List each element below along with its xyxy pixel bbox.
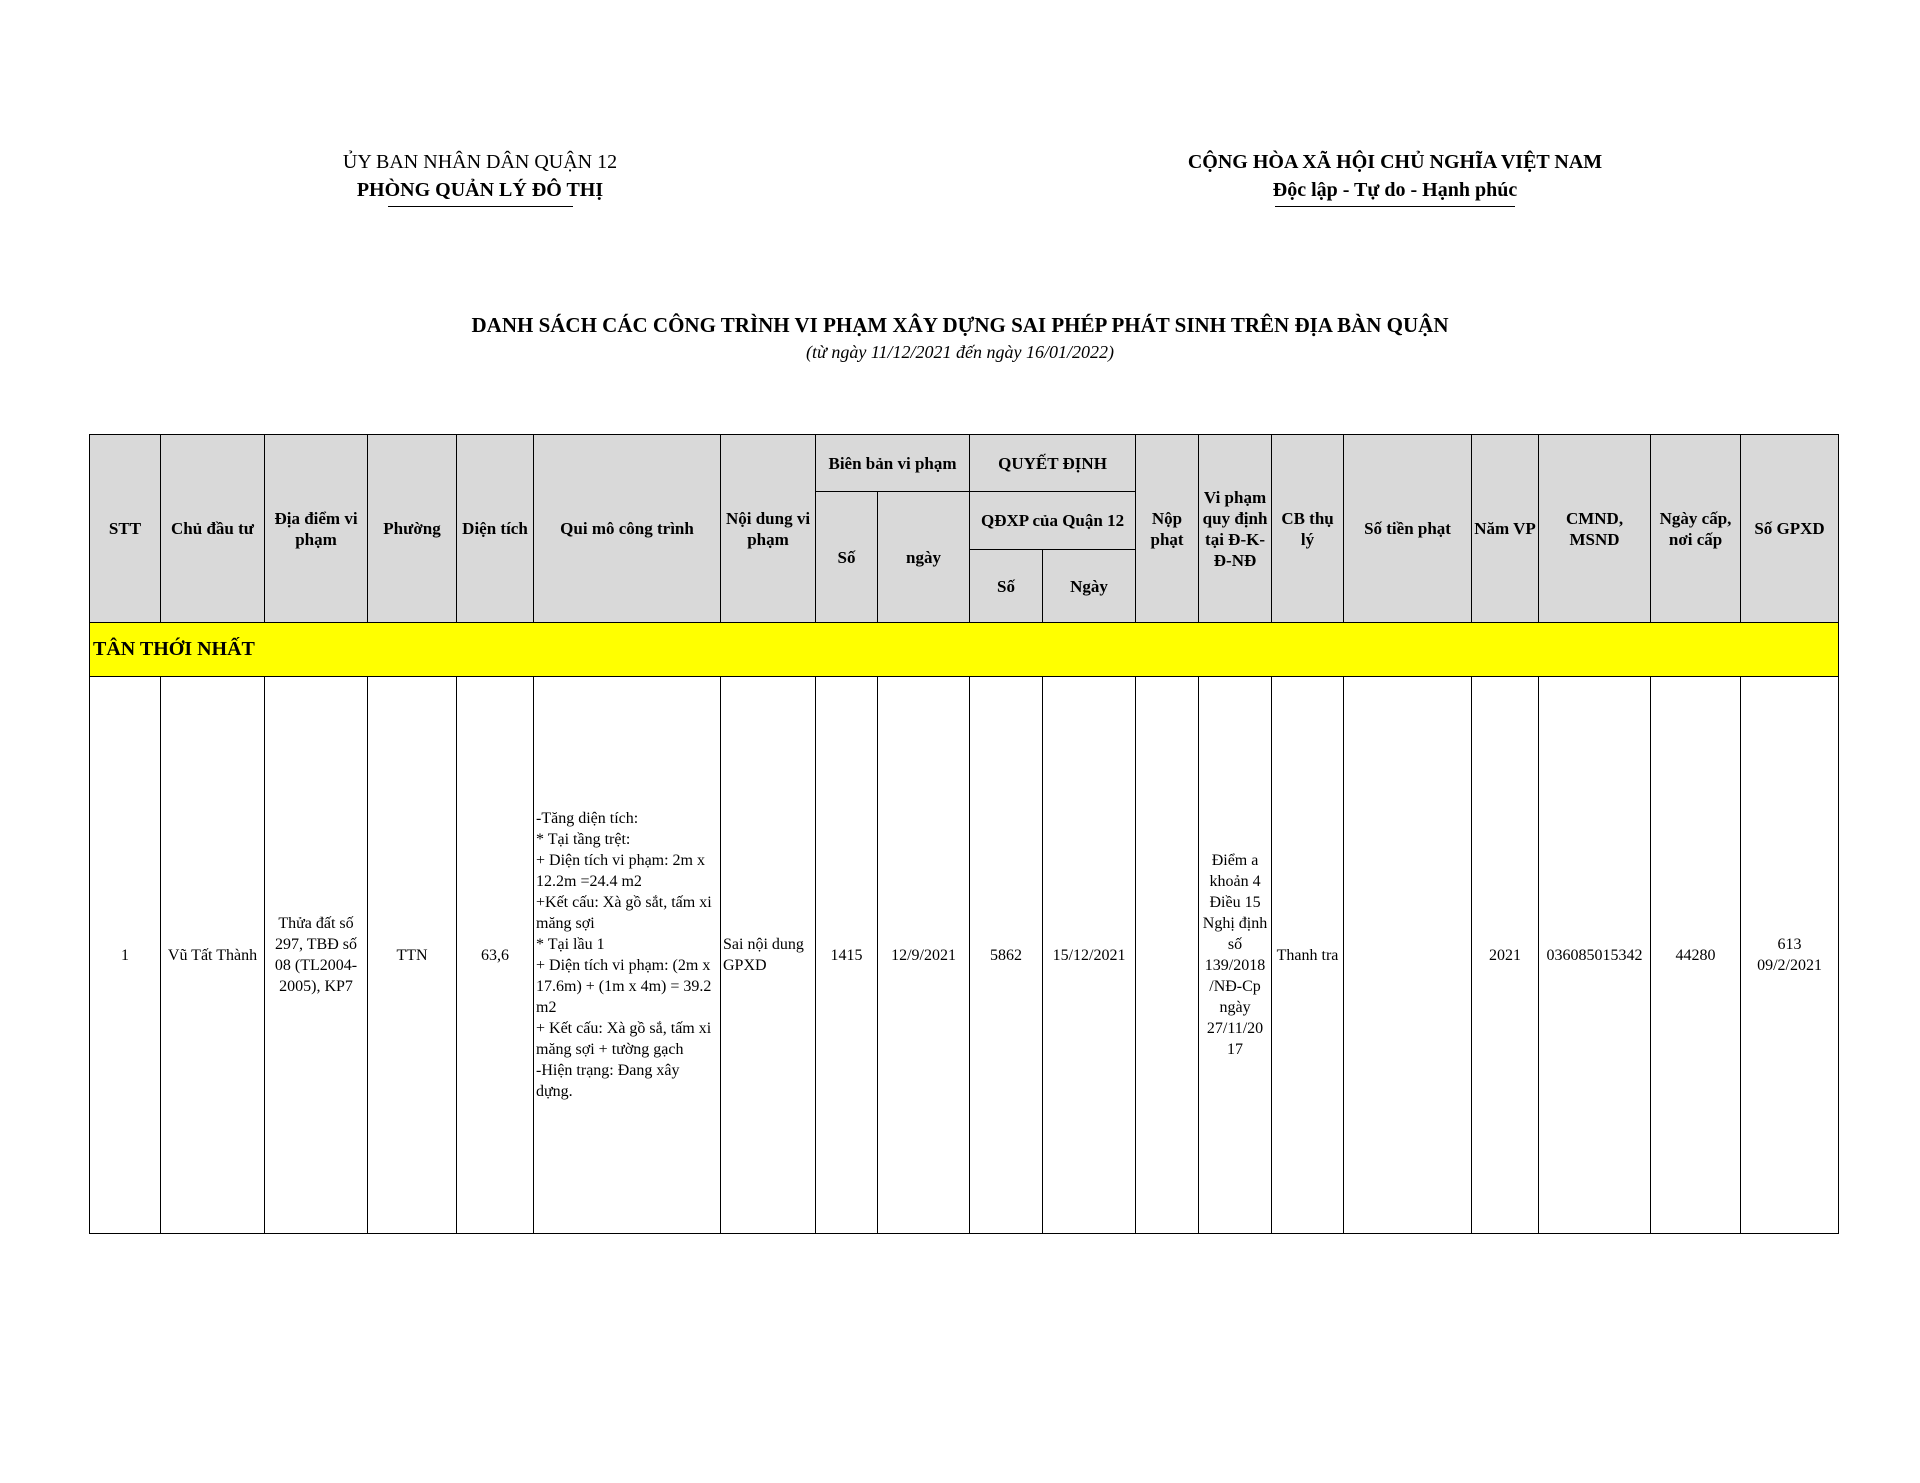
col-issue-date: Ngày cấp, nơi cấp [1651, 435, 1741, 623]
col-group-record: Biên bản vi phạm [816, 435, 970, 492]
cell-regulation: Điểm a khoản 4 Điều 15 Nghị định số 139/2018 /NĐ-Cp ngày 27/11/20 17 [1199, 677, 1272, 1234]
agency-name: ỦY BAN NHÂN DÂN QUẬN 12 [342, 151, 618, 173]
cell-investor: Vũ Tất Thành [161, 677, 265, 1234]
col-decision-number: Số [970, 550, 1043, 623]
col-officer: CB thụ lý [1272, 435, 1344, 623]
cell-issue-date: 44280 [1651, 677, 1741, 1234]
col-stt: STT [90, 435, 161, 623]
col-permit-number: Số GPXD [1741, 435, 1839, 623]
col-scale: Qui mô công trình [534, 435, 721, 623]
cell-record-number: 1415 [816, 677, 878, 1234]
cell-fine-amount [1344, 677, 1472, 1234]
col-location: Địa điểm vi phạm [265, 435, 368, 623]
cell-officer: Thanh tra [1272, 677, 1344, 1234]
cell-year: 2021 [1472, 677, 1539, 1234]
col-violation-content: Nội dung vi phạm [721, 435, 816, 623]
col-group-decision: QUYẾT ĐỊNH [970, 435, 1136, 492]
cell-record-date: 12/9/2021 [878, 677, 970, 1234]
document-title: DANH SÁCH CÁC CÔNG TRÌNH VI PHẠM XÂY DỰNG SAI PHÉP PHÁT SINH TRÊN ĐỊA BÀN QUẬN [471, 313, 1449, 337]
cell-violation-content: Sai nội dung GPXD [721, 677, 816, 1234]
col-id-number: CMND, MSND [1539, 435, 1651, 623]
department-name: PHÒNG QUẢN LÝ ĐÔ THỊ [356, 179, 604, 201]
col-group-qdxp: QĐXP của Quận 12 [970, 492, 1136, 550]
agency-header [330, 148, 630, 207]
cell-ward: TTN [368, 677, 457, 1234]
section-label: TÂN THỚI NHẤT [90, 623, 1839, 677]
header-row-1 [90, 435, 1839, 492]
cell-decision-number: 5862 [970, 677, 1043, 1234]
national-motto: Độc lập - Tự do - Hạnh phúc [1272, 179, 1518, 201]
national-title: CỘNG HÒA XÃ HỘI CHỦ NGHĨA VIỆT NAM [1187, 151, 1603, 173]
motto-underline [1275, 206, 1515, 207]
cell-scale: -Tăng diện tích: * Tại tầng trệt: + Diện tích vi phạm: 2m x 12.2m =24.4 m2 +Kết cấu: Xà gồ sắt, tấm xi măng sợi * Tại lầu 1 + Diện tích vi phạm: (2m x 17.6m) + (1m x 4m) = 39.2 m2 + Kết cấu: Xà gồ sắ, tấm xi măng sợi + tường gạch -Hiện trạng: Đang xây dựng. [534, 677, 721, 1234]
cell-stt: 1 [90, 677, 161, 1234]
cell-id-number: 036085015342 [1539, 677, 1651, 1234]
violations-table [89, 434, 1839, 1234]
national-header [1160, 148, 1630, 207]
cell-fine-paid [1136, 677, 1199, 1234]
col-investor: Chủ đầu tư [161, 435, 265, 623]
col-record-date: ngày [878, 492, 970, 623]
cell-location: Thửa đất số 297, TBĐ số 08 (TL2004-2005), KP7 [265, 677, 368, 1234]
cell-area: 63,6 [457, 677, 534, 1234]
col-area: Diện tích [457, 435, 534, 623]
col-regulation: Vi phạm quy định tại Đ-K-Đ-NĐ [1199, 435, 1272, 623]
cell-decision-date: 15/12/2021 [1043, 677, 1136, 1234]
col-fine-paid: Nộp phạt [1136, 435, 1199, 623]
col-year: Năm VP [1472, 435, 1539, 623]
document-date-range: (từ ngày 11/12/2021 đến ngày 16/01/2022) [806, 342, 1114, 362]
col-ward: Phường [368, 435, 457, 623]
table-row [90, 677, 1839, 1234]
agency-underline [388, 206, 573, 207]
col-fine-amount: Số tiền phạt [1344, 435, 1472, 623]
col-record-number: Số [816, 492, 878, 623]
section-row [90, 623, 1839, 677]
cell-permit-number: 613 09/2/2021 [1741, 677, 1839, 1234]
col-decision-date: Ngày [1043, 550, 1136, 623]
